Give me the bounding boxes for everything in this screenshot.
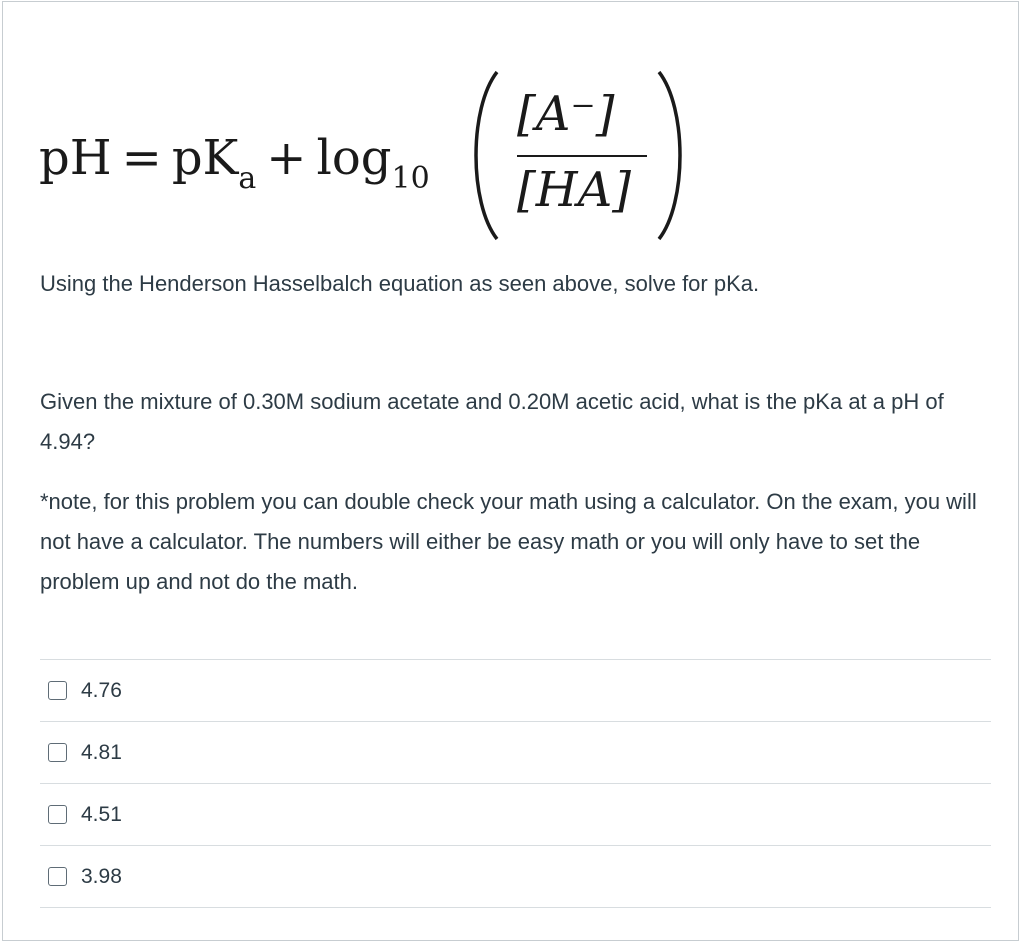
question-given: Given the mixture of 0.30M sodium acetate and 0.20M acetic acid, what is the pKa at a pH of 4.94? <box>40 389 944 454</box>
equation-log-subscript: 10 <box>391 161 430 196</box>
answer-label: 4.81 <box>81 740 122 764</box>
answer-option[interactable] <box>40 660 991 722</box>
equation-pk-subscript: a <box>238 161 257 196</box>
fraction-bar <box>517 155 647 157</box>
answer-list <box>40 659 991 908</box>
answer-option[interactable] <box>40 784 991 846</box>
answer-label: 4.51 <box>81 802 122 826</box>
equation-main <box>39 130 430 196</box>
question-intro: Using the Henderson Hasselbalch equation as seen above, solve for pKa. <box>40 271 760 296</box>
checkbox[interactable] <box>48 805 67 824</box>
answer-label: 3.98 <box>81 864 122 888</box>
equation-equals: = <box>121 130 162 186</box>
equation-plus: + <box>266 130 307 186</box>
answer-label: 4.76 <box>81 678 122 702</box>
answer-option[interactable] <box>40 722 991 784</box>
left-parenthesis-icon <box>463 68 503 243</box>
right-parenthesis-icon <box>653 68 693 243</box>
checkbox[interactable] <box>48 743 67 762</box>
equation-pk: pK <box>171 130 239 186</box>
fraction-numerator: [A⁻] <box>517 86 615 142</box>
question-card <box>2 1 1019 941</box>
fraction-denominator: [HA] <box>517 162 631 218</box>
checkbox[interactable] <box>48 867 67 886</box>
answer-option[interactable] <box>40 846 991 908</box>
checkbox[interactable] <box>48 681 67 700</box>
question-note: *note, for this problem you can double check your math using a calculator. On the exam, you will not have a calculator. The numbers will either be easy math or you will only have to set the problem up and not do the math. <box>40 489 977 594</box>
equation-log: log <box>316 130 392 186</box>
equation-lhs: pH <box>39 130 112 186</box>
